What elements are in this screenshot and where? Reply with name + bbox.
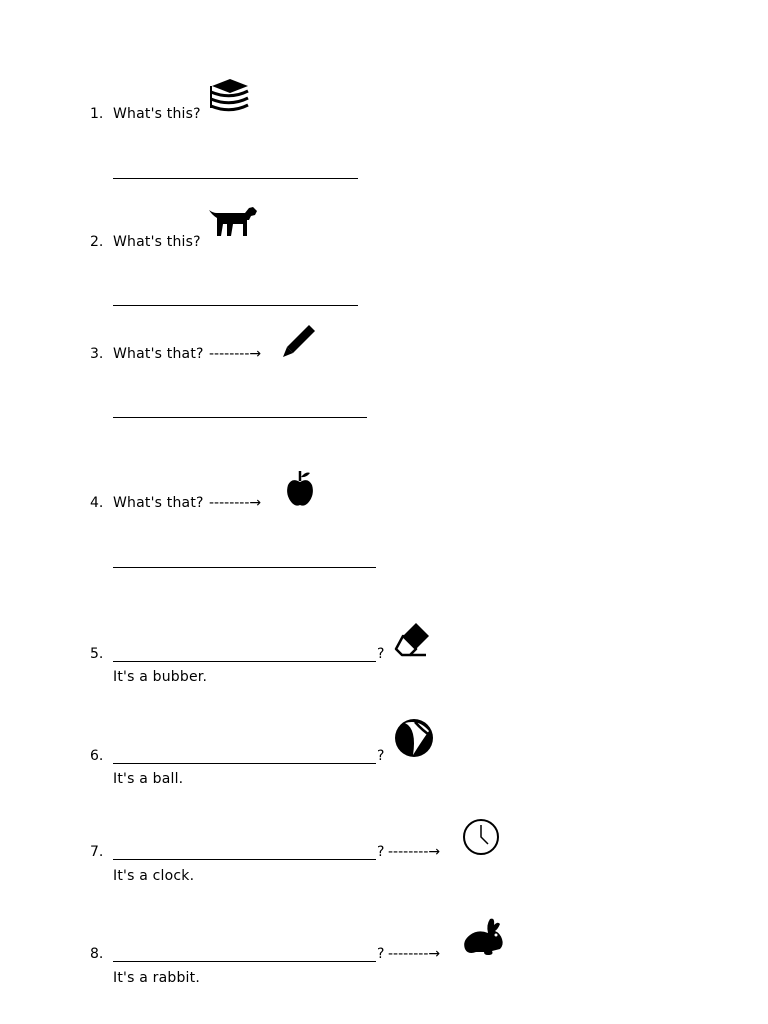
pencil-icon <box>281 323 317 359</box>
question-mark: ? <box>377 946 385 962</box>
question-number: 5. <box>90 646 104 662</box>
question-blank[interactable] <box>113 661 376 662</box>
question-mark: ? <box>377 748 385 764</box>
books-icon <box>208 76 252 118</box>
answer-text: It's a ball. <box>113 771 184 787</box>
question-prompt: What's this? <box>113 106 201 122</box>
answer-line[interactable] <box>113 178 358 179</box>
question-prompt: What's that? <box>113 346 204 362</box>
clock-icon <box>461 817 501 857</box>
question-prompt: What's that? <box>113 495 204 511</box>
question-blank[interactable] <box>113 859 376 860</box>
eraser-icon <box>392 621 432 659</box>
question-mark: ? <box>377 646 385 662</box>
ball-icon <box>393 717 435 759</box>
question-number: 3. <box>90 346 104 362</box>
dashed-arrow: --------→ <box>388 946 441 962</box>
question-mark: ? <box>377 844 385 860</box>
question-number: 1. <box>90 106 104 122</box>
question-number: 6. <box>90 748 104 764</box>
dashed-arrow: --------→ <box>209 346 262 362</box>
answer-line[interactable] <box>113 417 367 418</box>
rabbit-icon <box>462 915 506 957</box>
answer-line[interactable] <box>113 305 358 306</box>
question-number: 4. <box>90 495 104 511</box>
question-blank[interactable] <box>113 763 376 764</box>
answer-text: It's a rabbit. <box>113 970 200 986</box>
answer-text: It's a bubber. <box>113 669 208 685</box>
question-number: 2. <box>90 234 104 250</box>
dashed-arrow: --------→ <box>388 844 441 860</box>
question-number: 8. <box>90 946 104 962</box>
dashed-arrow: --------→ <box>209 495 262 511</box>
question-prompt: What's this? <box>113 234 201 250</box>
dog-icon <box>207 204 259 238</box>
apple-icon <box>284 469 316 509</box>
answer-text: It's a clock. <box>113 868 195 884</box>
question-number: 7. <box>90 844 104 860</box>
question-blank[interactable] <box>113 961 376 962</box>
answer-line[interactable] <box>113 567 376 568</box>
